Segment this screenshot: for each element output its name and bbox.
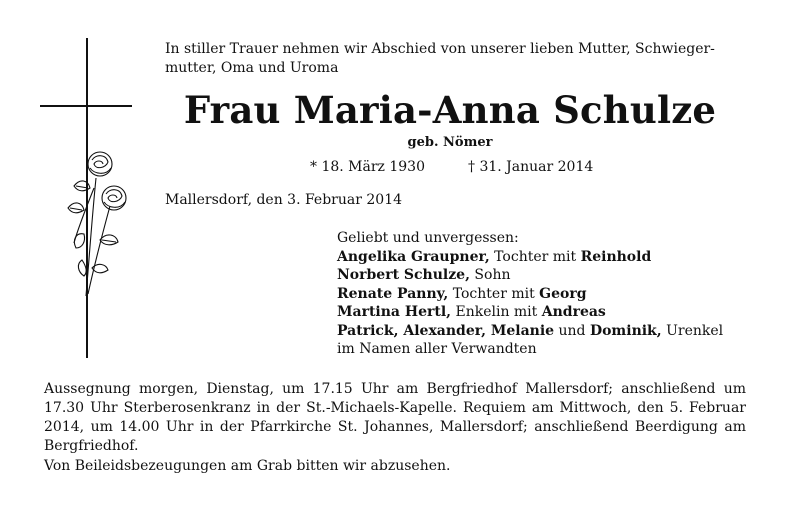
deceased-name: Frau Maria-Anna Schulze <box>183 88 717 132</box>
mourner-row: Patrick, Alexander, Melanie und Dominik, Urenkel <box>337 322 724 339</box>
mourner-row: Norbert Schulze, Sohn <box>337 267 511 283</box>
mourners-list <box>337 229 723 359</box>
birth-date: * 18. März 1930 <box>310 159 425 175</box>
service-details: Aussegnung morgen, Dienstag, um 17.15 Uhr am Bergfriedhof Mallersdorf; anschließend um 17.30 Uhr Sterberosenkranz in der St.-Michaels-Kapelle. Requiem am Mittwoch, den 5. Februar 2014, um 14.00 Uhr in der Pfarrkirche St. Johannes, Mallersdorf; anschließend Beerdigung am Bergfriedhof. <box>44 381 746 454</box>
mourner-row: Angelika Graupner, Tochter mit Reinhold <box>337 248 652 265</box>
condolence-note: Von Beileidsbezeugungen am Grab bitten wir abzusehen. <box>44 458 451 474</box>
mourners-closing: im Namen aller Verwandten <box>337 341 537 357</box>
mourner-row: Renate Panny, Tochter mit Georg <box>337 285 587 302</box>
mourners-heading: Geliebt und unvergessen: <box>337 230 519 246</box>
mourner-row: Martina Hertl, Enkelin mit Andreas <box>337 304 606 320</box>
place-and-date: Mallersdorf, den 3. Februar 2014 <box>165 192 403 208</box>
death-date: † 31. Januar 2014 <box>468 159 594 175</box>
cross-bar <box>40 105 132 107</box>
birth-name: geb. Nömer <box>407 135 493 150</box>
roses-icon <box>66 148 130 298</box>
intro-text: In stiller Trauer nehmen wir Abschied von unserer lieben Mutter, Schwieger- mutter, Oma und Uroma <box>165 41 715 76</box>
